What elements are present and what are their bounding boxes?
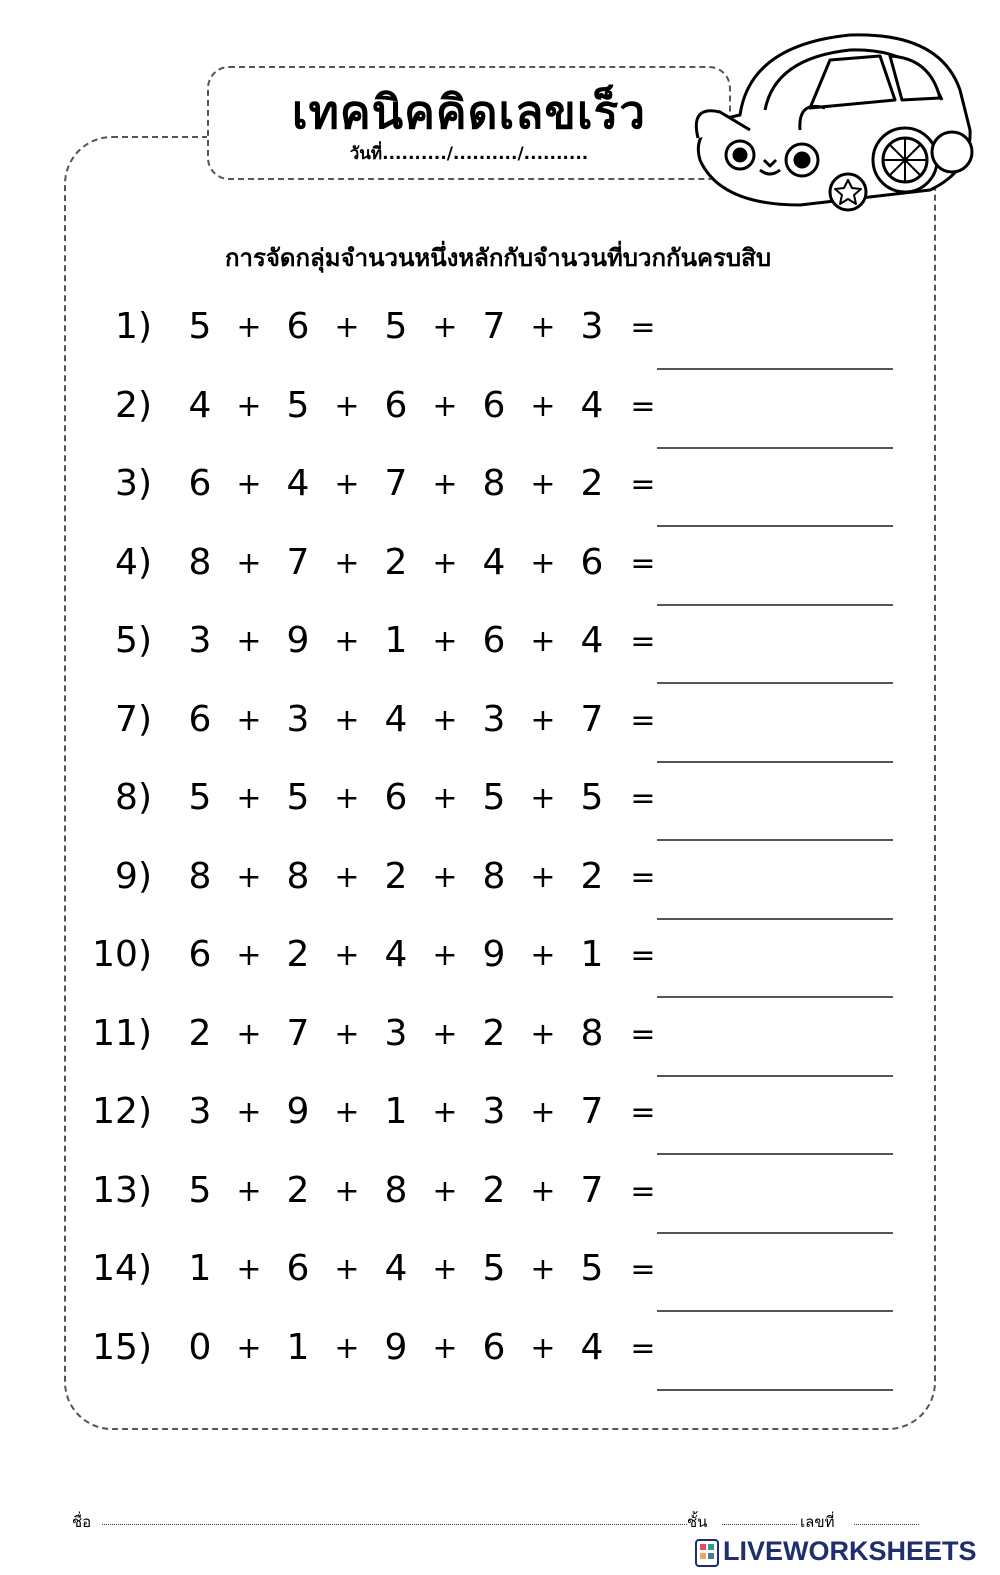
addend: 0 (188, 1326, 212, 1368)
equals-sign: = (630, 1330, 656, 1366)
problem-number: 3) (115, 463, 152, 504)
class-label: ชั้น (687, 1513, 708, 1531)
answer-field[interactable] (657, 604, 893, 606)
addend: 1 (286, 1326, 310, 1368)
addend: 3 (580, 306, 604, 347)
addend: 8 (188, 855, 212, 897)
addend: 5 (482, 1248, 506, 1289)
addend: 8 (286, 855, 310, 897)
answer-field[interactable] (657, 447, 893, 449)
problem-row (0, 693, 1000, 771)
addend: 6 (188, 934, 212, 975)
problem-row (0, 1085, 1000, 1163)
answer-field[interactable] (657, 682, 893, 684)
problem-number: 5) (115, 620, 152, 661)
addend: 6 (384, 384, 408, 426)
plus-sign: + (334, 1095, 360, 1130)
title-box (207, 66, 731, 180)
addend: 1 (580, 934, 604, 975)
problem-row (0, 300, 1000, 378)
addend: 3 (384, 1012, 408, 1054)
plus-sign: + (530, 624, 556, 659)
answer-field[interactable] (657, 839, 893, 841)
equals-sign: = (630, 1252, 656, 1287)
plus-sign: + (432, 702, 458, 738)
plus-sign: + (236, 781, 262, 816)
problem-number: 11) (92, 1012, 152, 1054)
addend: 6 (482, 1326, 506, 1368)
problem-row (0, 1321, 1000, 1399)
plus-sign: + (530, 859, 556, 895)
problem-number: 13) (92, 1169, 152, 1211)
plus-sign: + (530, 1095, 556, 1130)
answer-field[interactable] (657, 525, 893, 527)
answer-field[interactable] (657, 996, 893, 998)
plus-sign: + (334, 1252, 360, 1287)
problem-row (0, 771, 1000, 849)
addend: 3 (482, 698, 506, 740)
answer-field[interactable] (657, 1075, 893, 1077)
plus-sign: + (432, 1330, 458, 1366)
addend: 4 (384, 1248, 408, 1289)
addend: 2 (580, 855, 604, 897)
addend: 8 (188, 541, 212, 583)
addend: 3 (188, 620, 212, 661)
addend: 1 (188, 1248, 212, 1289)
plus-sign: + (530, 702, 556, 738)
answer-field[interactable] (657, 1232, 893, 1234)
plus-sign: + (334, 1330, 360, 1366)
equals-sign: = (630, 781, 656, 816)
equals-sign: = (630, 938, 656, 973)
addend: 6 (188, 698, 212, 740)
addend: 5 (286, 384, 310, 426)
number-field[interactable] (854, 1510, 919, 1525)
addend: 2 (482, 1169, 506, 1211)
equals-sign: = (630, 859, 656, 895)
addend: 5 (286, 777, 310, 818)
addend: 6 (580, 541, 604, 583)
problem-number: 14) (92, 1248, 152, 1289)
brand-name: LIVEWORKSHEETS (723, 1536, 977, 1566)
plus-sign: + (432, 859, 458, 895)
plus-sign: + (334, 1016, 360, 1052)
plus-sign: + (334, 938, 360, 973)
plus-sign: + (530, 310, 556, 345)
addend: 2 (188, 1012, 212, 1054)
addend: 8 (384, 1169, 408, 1211)
addend: 1 (384, 620, 408, 661)
equals-sign: = (630, 310, 656, 345)
addend: 3 (188, 1091, 212, 1132)
plus-sign: + (530, 545, 556, 581)
problem-row (0, 536, 1000, 614)
addend: 6 (188, 463, 212, 504)
addend: 5 (188, 777, 212, 818)
problem-number: 2) (115, 384, 152, 426)
plus-sign: + (530, 1252, 556, 1287)
addend: 4 (384, 698, 408, 740)
plus-sign: + (334, 859, 360, 895)
addend: 7 (384, 463, 408, 504)
addend: 7 (580, 1091, 604, 1132)
plus-sign: + (236, 859, 262, 895)
plus-sign: + (334, 388, 360, 424)
page-title: เทคนิคคิดเลขเร็ว (291, 85, 647, 139)
addend: 4 (482, 541, 506, 583)
name-field[interactable] (102, 1510, 687, 1525)
problem-row (0, 928, 1000, 1006)
problem-number: 1) (115, 306, 152, 347)
answer-field[interactable] (657, 918, 893, 920)
addend: 2 (286, 1169, 310, 1211)
plus-sign: + (530, 467, 556, 502)
addend: 5 (580, 1248, 604, 1289)
addend: 4 (286, 463, 310, 504)
addend: 4 (188, 384, 212, 426)
equals-sign: = (630, 702, 656, 738)
plus-sign: + (432, 781, 458, 816)
addend: 6 (384, 777, 408, 818)
addend: 2 (482, 1012, 506, 1054)
plus-sign: + (530, 781, 556, 816)
plus-sign: + (432, 545, 458, 581)
plus-sign: + (530, 1330, 556, 1366)
equals-sign: = (630, 388, 656, 424)
answer-field[interactable] (657, 1153, 893, 1155)
plus-sign: + (334, 545, 360, 581)
answer-field[interactable] (657, 1389, 893, 1391)
name-label: ชื่อ (72, 1513, 92, 1531)
addend: 4 (580, 1326, 604, 1368)
plus-sign: + (236, 938, 262, 973)
plus-sign: + (530, 388, 556, 424)
addend: 8 (482, 855, 506, 897)
plus-sign: + (334, 781, 360, 816)
class-field[interactable] (722, 1510, 797, 1525)
plus-sign: + (432, 467, 458, 502)
plus-sign: + (432, 624, 458, 659)
equals-sign: = (630, 545, 656, 581)
addend: 3 (286, 698, 310, 740)
problem-number: 9) (115, 855, 152, 897)
plus-sign: + (432, 310, 458, 345)
plus-sign: + (236, 388, 262, 424)
equals-sign: = (630, 1173, 656, 1209)
addend: 9 (286, 620, 310, 661)
problem-row (0, 379, 1000, 457)
addend: 4 (580, 620, 604, 661)
addend: 7 (286, 1012, 310, 1054)
addend: 9 (384, 1326, 408, 1368)
addend: 7 (580, 1169, 604, 1211)
addend: 5 (482, 777, 506, 818)
problem-number: 4) (115, 541, 152, 583)
addend: 7 (286, 541, 310, 583)
addend: 3 (482, 1091, 506, 1132)
problem-row (0, 457, 1000, 535)
plus-sign: + (236, 1252, 262, 1287)
addend: 5 (580, 777, 604, 818)
addend: 9 (482, 934, 506, 975)
plus-sign: + (334, 467, 360, 502)
addend: 5 (384, 306, 408, 347)
addend: 5 (188, 1169, 212, 1211)
date-field[interactable]: วันที่........../........../.......... (349, 144, 589, 164)
plus-sign: + (236, 545, 262, 581)
plus-sign: + (236, 1095, 262, 1130)
problem-number: 7) (115, 698, 152, 740)
problem-number: 15) (92, 1326, 152, 1368)
addend: 5 (188, 306, 212, 347)
addend: 8 (580, 1012, 604, 1054)
answer-field[interactable] (657, 761, 893, 763)
plus-sign: + (432, 1016, 458, 1052)
plus-sign: + (236, 467, 262, 502)
car-illustration-icon (680, 20, 980, 220)
plus-sign: + (334, 1173, 360, 1209)
equals-sign: = (630, 467, 656, 502)
problem-number: 10) (92, 934, 152, 975)
addend: 2 (580, 463, 604, 504)
problem-row (0, 614, 1000, 692)
problem-row (0, 850, 1000, 928)
plus-sign: + (432, 1252, 458, 1287)
plus-sign: + (236, 1173, 262, 1209)
addend: 7 (580, 698, 604, 740)
problem-row (0, 1007, 1000, 1085)
plus-sign: + (236, 702, 262, 738)
problem-number: 12) (92, 1091, 152, 1132)
equals-sign: = (630, 1095, 656, 1130)
equals-sign: = (630, 624, 656, 659)
addend: 9 (286, 1091, 310, 1132)
instruction-text: การจัดกลุ่มจำนวนหนึ่งหลักกับจำนวนที่บวกกันครบสิบ (224, 244, 772, 272)
addend: 1 (384, 1091, 408, 1132)
plus-sign: + (236, 624, 262, 659)
plus-sign: + (530, 938, 556, 973)
addend: 8 (482, 463, 506, 504)
plus-sign: + (236, 310, 262, 345)
plus-sign: + (236, 1016, 262, 1052)
addend: 4 (384, 934, 408, 975)
plus-sign: + (530, 1016, 556, 1052)
plus-sign: + (334, 702, 360, 738)
addend: 4 (580, 384, 604, 426)
equals-sign: = (630, 1016, 656, 1052)
plus-sign: + (334, 624, 360, 659)
plus-sign: + (432, 1095, 458, 1130)
plus-sign: + (530, 1173, 556, 1209)
addend: 6 (482, 620, 506, 661)
addend: 6 (482, 384, 506, 426)
plus-sign: + (236, 1330, 262, 1366)
addend: 7 (482, 306, 506, 347)
plus-sign: + (432, 1173, 458, 1209)
addend: 2 (384, 541, 408, 583)
addend: 2 (286, 934, 310, 975)
plus-sign: + (432, 938, 458, 973)
liveworksheets-logo-icon (695, 1539, 719, 1567)
addend: 2 (384, 855, 408, 897)
addend: 6 (286, 306, 310, 347)
plus-sign: + (432, 388, 458, 424)
problem-row (0, 1164, 1000, 1242)
plus-sign: + (334, 310, 360, 345)
answer-field[interactable] (657, 1310, 893, 1312)
problem-row (0, 1242, 1000, 1320)
answer-field[interactable] (657, 368, 893, 370)
problem-number: 8) (115, 777, 152, 818)
addend: 6 (286, 1248, 310, 1289)
number-label: เลขที่ (800, 1513, 835, 1531)
